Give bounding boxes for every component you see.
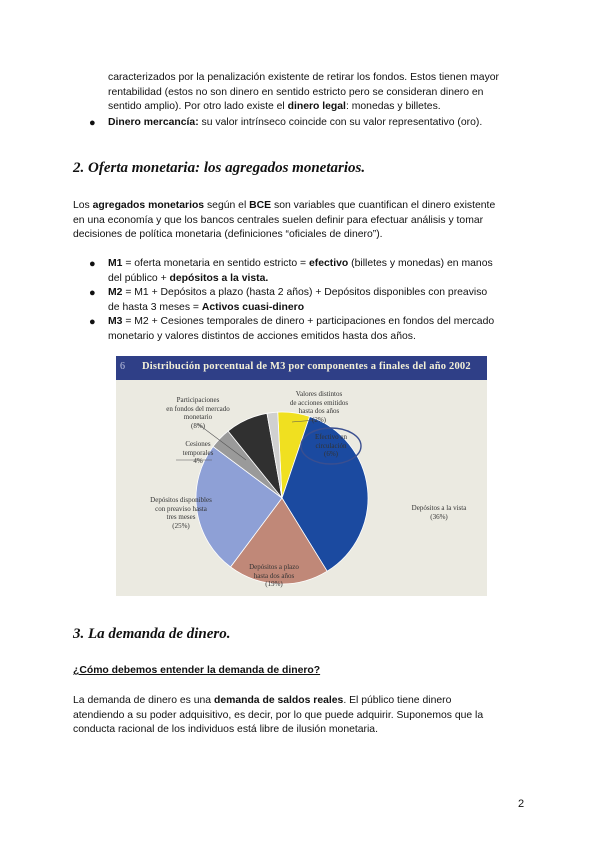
m3-distribution-chart: [116, 356, 487, 596]
section-2-heading: 2. Oferta monetaria: los agregados monetarios.: [73, 160, 366, 176]
bullet-icon: ●: [89, 316, 96, 329]
bullet-list-mercancia: [89, 116, 548, 131]
continuation-line-1: caracterizados por la penalización existente de retirar los fondos. Estos tienen mayor: [108, 72, 500, 83]
section-3-heading: 3. La demanda de dinero.: [73, 626, 231, 642]
agregados-paragraph: Los agregados monetarios según el BCE son variables que cuantifican el dinero existente en una economía y que los bancos centrales suelen definir para efectuar análisis y tomar decisiones de política monetaria (definiciones “oficiales de dinero”).: [73, 200, 496, 241]
continuation-line-2: rentabilidad (estos no son dinero en sentido estricto pero se consideran dinero en: [108, 86, 484, 98]
bullet-m1: ● M1 = oferta monetaria en sentido estricto = efectivo (billetes y monedas) en manos del público + depósitos a la vista.: [89, 258, 493, 284]
label-cesiones: Cesiones temporales 4%: [182, 440, 214, 465]
bullet-m3: ● M3 = M2 + Cesiones temporales de dinero + participaciones en fondos del mercado monetario y valores distintos de acciones emitidos hasta dos años.: [89, 316, 495, 342]
continuation-line-3: sentido amplio). Por otro lado existe el dinero legal: monedas y billetes.: [108, 101, 441, 113]
label-participaciones: Participaciones en fondos del mercado monetario (8%): [166, 396, 230, 430]
bullet-icon: ●: [89, 258, 96, 270]
chart-number: 6: [120, 361, 125, 372]
continuation-paragraph: [108, 71, 538, 115]
bullet-icon: ●: [89, 117, 96, 129]
demand-question: ¿Cómo debemos entender la demanda de dinero?: [73, 665, 321, 676]
demand-paragraph: La demanda de dinero es una demanda de saldos reales. El público tiene dinero atendiendo a su poder adquisitivo, es decir, por lo que puede adquirir. Suponemos que la conducta racional de los individuos está libre de ilusión monetaria.: [73, 695, 484, 736]
chart-title: Distribución porcentual de M3 por componentes a finales del año 2002: [142, 361, 471, 372]
bullet-dinero-mercancia: ● Dinero mercancía: su valor intrínseco coincide con su valor representativo (oro).: [89, 117, 483, 129]
label-preaviso: Depósitos disponibles con preaviso hasta tres meses (25%): [150, 496, 212, 530]
page-number: 2: [518, 798, 525, 810]
label-efectivo: Efectivo en circulación (6%): [314, 433, 348, 458]
dinero-legal-term: dinero legal: [287, 101, 346, 113]
label-valores: Valores distintos de acciones emitidos hasta dos años (2%): [289, 390, 349, 424]
label-plazo: Depósitos a plazo hasta dos años (19%): [249, 563, 299, 588]
bullet-icon: ●: [89, 287, 96, 300]
monetary-aggregates-list: [89, 257, 548, 345]
bullet-m2: ● M2 = M1 + Depósitos a plazo (hasta 2 años) + Depósitos disponibles con preaviso de hasta 3 meses = Activos cuasi-dinero: [89, 287, 488, 313]
chart-header-bar: [116, 356, 487, 380]
label-vista: Depósitos a la vista (36%): [411, 504, 467, 521]
